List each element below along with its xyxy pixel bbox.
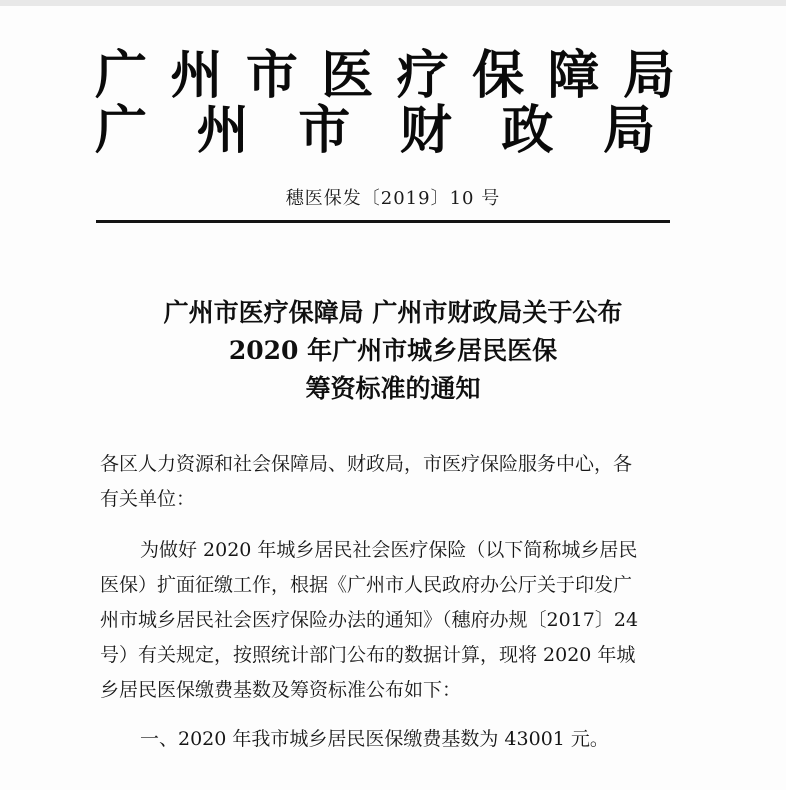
issuer-char: 广	[95, 46, 148, 106]
salutation-line: 各区人力资源和社会保障局、财政局，市医疗保险服务中心，各	[100, 453, 633, 475]
issuer-char: 财	[399, 101, 452, 161]
issuer-char: 医	[321, 46, 374, 106]
issuer-char: 障	[547, 46, 600, 106]
issuer-char: 广	[95, 101, 148, 161]
issuer-line-medical-security-bureau	[95, 48, 675, 104]
paragraph-line: 为做好 2020 年城乡居民社会医疗保险（以下简称城乡居民	[140, 539, 638, 561]
paragraph-line: 州市城乡居民社会医疗保险办法的通知》（穗府办规〔2017〕24	[100, 609, 639, 631]
document-title	[0, 294, 786, 408]
document-number: 穗医保发〔2019〕10 号	[285, 188, 501, 209]
title-line: 广州市医疗保障局 广州市财政局关于公布	[163, 298, 623, 327]
salutation-line: 有关单位：	[100, 488, 196, 510]
issuer-char: 州	[170, 46, 223, 106]
issuer-char: 市	[298, 101, 351, 161]
issuer-char: 疗	[396, 46, 449, 106]
issuer-line-finance-bureau	[95, 103, 655, 159]
issuer-char: 局	[602, 101, 655, 161]
issuer-char: 政	[501, 101, 554, 161]
issuer-char: 州	[196, 101, 249, 161]
issuer-char: 局	[622, 46, 675, 106]
paragraph-item-1	[100, 722, 680, 757]
title-line: 筹资标准的通知	[305, 374, 481, 403]
scan-edge	[0, 0, 786, 6]
paragraph-intro	[100, 533, 680, 708]
salutation	[100, 447, 680, 517]
paragraph-line: 一、2020 年我市城乡居民医保缴费基数为 43001 元。	[140, 728, 609, 750]
paragraph-line: 乡居民医保缴费基数及筹资标准公布如下：	[100, 679, 462, 701]
header-divider	[96, 220, 670, 223]
paragraph-line: 号）有关规定，按照统计部门公布的数据计算，现将 2020 年城	[100, 644, 636, 666]
title-line: 2020 年广州市城乡居民医保	[228, 336, 558, 365]
issuer-char: 市	[245, 46, 298, 106]
issuer-char: 保	[472, 46, 525, 106]
paragraph-line: 医保）扩面征缴工作，根据《广州市人民政府办公厅关于印发广	[100, 574, 633, 596]
